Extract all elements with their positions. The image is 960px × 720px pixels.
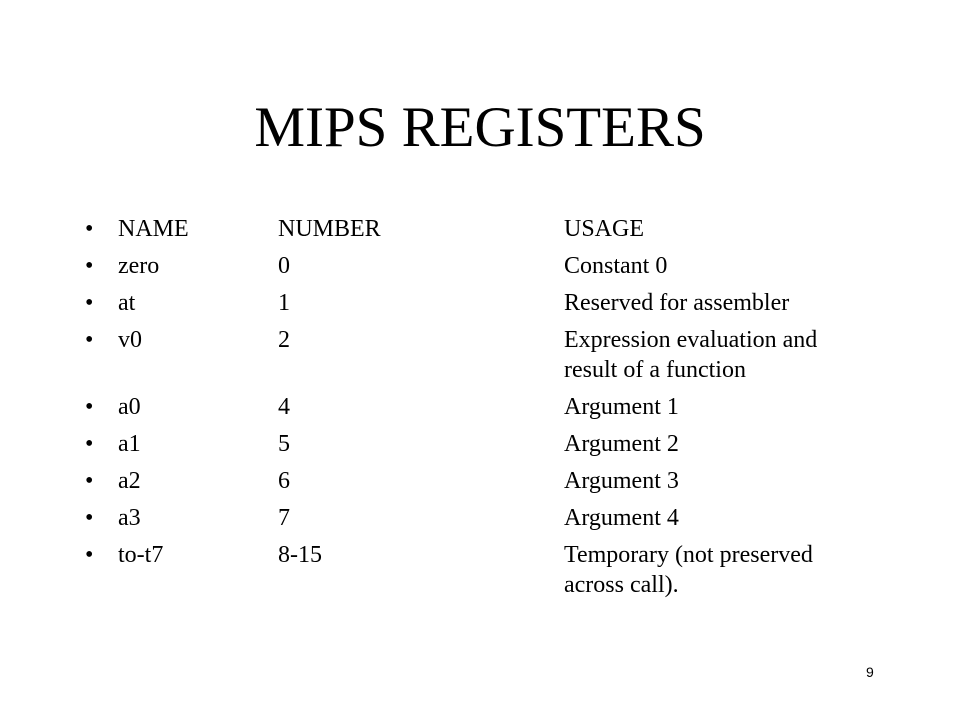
page-number: 9 <box>866 664 874 680</box>
usage-line: Constant 0 <box>564 253 668 279</box>
register-name: at <box>118 290 136 316</box>
list-item <box>85 325 884 385</box>
list-item <box>85 466 884 496</box>
register-usage <box>564 466 884 496</box>
bullet-icon: • <box>85 394 94 420</box>
register-usage <box>564 288 884 318</box>
list-item <box>85 503 884 533</box>
register-name: a2 <box>118 468 141 494</box>
register-name: a3 <box>118 505 141 531</box>
register-number: 5 <box>278 431 290 457</box>
register-usage <box>564 214 884 244</box>
register-usage <box>564 540 884 600</box>
list-item <box>85 540 884 600</box>
bullet-icon: • <box>85 505 94 531</box>
usage-line: Expression evaluation and <box>564 327 818 353</box>
list-item-header <box>85 214 884 244</box>
bullet-icon: • <box>85 327 94 353</box>
usage-line: across call). <box>564 572 679 598</box>
slide-title: MIPS REGISTERS <box>254 96 706 159</box>
register-number: 1 <box>278 290 290 316</box>
register-number: 0 <box>278 253 290 279</box>
bullet-icon: • <box>85 216 94 242</box>
register-number: 7 <box>278 505 290 531</box>
usage-line: Argument 4 <box>564 505 679 531</box>
register-usage <box>564 503 884 533</box>
bullet-icon: • <box>85 542 94 568</box>
register-number: 8-15 <box>278 542 322 568</box>
usage-line: Reserved for assembler <box>564 290 790 316</box>
bullet-icon: • <box>85 468 94 494</box>
usage-line: Argument 2 <box>564 431 679 457</box>
register-name: NAME <box>118 216 189 242</box>
register-name: a0 <box>118 394 141 420</box>
register-name: v0 <box>118 327 142 353</box>
register-usage <box>564 429 884 459</box>
register-usage <box>564 325 884 385</box>
list-item <box>85 251 884 281</box>
list-item <box>85 392 884 422</box>
register-name: a1 <box>118 431 141 457</box>
list-item <box>85 288 884 318</box>
bullet-icon: • <box>85 253 94 279</box>
register-number: NUMBER <box>278 216 381 242</box>
register-number: 4 <box>278 394 290 420</box>
usage-line: Argument 1 <box>564 394 679 420</box>
register-name: zero <box>118 253 160 279</box>
list-item <box>85 429 884 459</box>
usage-line: USAGE <box>564 216 645 242</box>
register-name: to-t7 <box>118 542 164 568</box>
usage-line: Argument 3 <box>564 468 679 494</box>
register-number: 6 <box>278 468 290 494</box>
usage-line: result of a function <box>564 357 746 383</box>
register-number: 2 <box>278 327 290 353</box>
bullet-icon: • <box>85 431 94 457</box>
register-usage <box>564 251 884 281</box>
usage-line: Temporary (not preserved <box>564 542 813 568</box>
register-list <box>85 214 884 607</box>
bullet-icon: • <box>85 290 94 316</box>
register-usage <box>564 392 884 422</box>
